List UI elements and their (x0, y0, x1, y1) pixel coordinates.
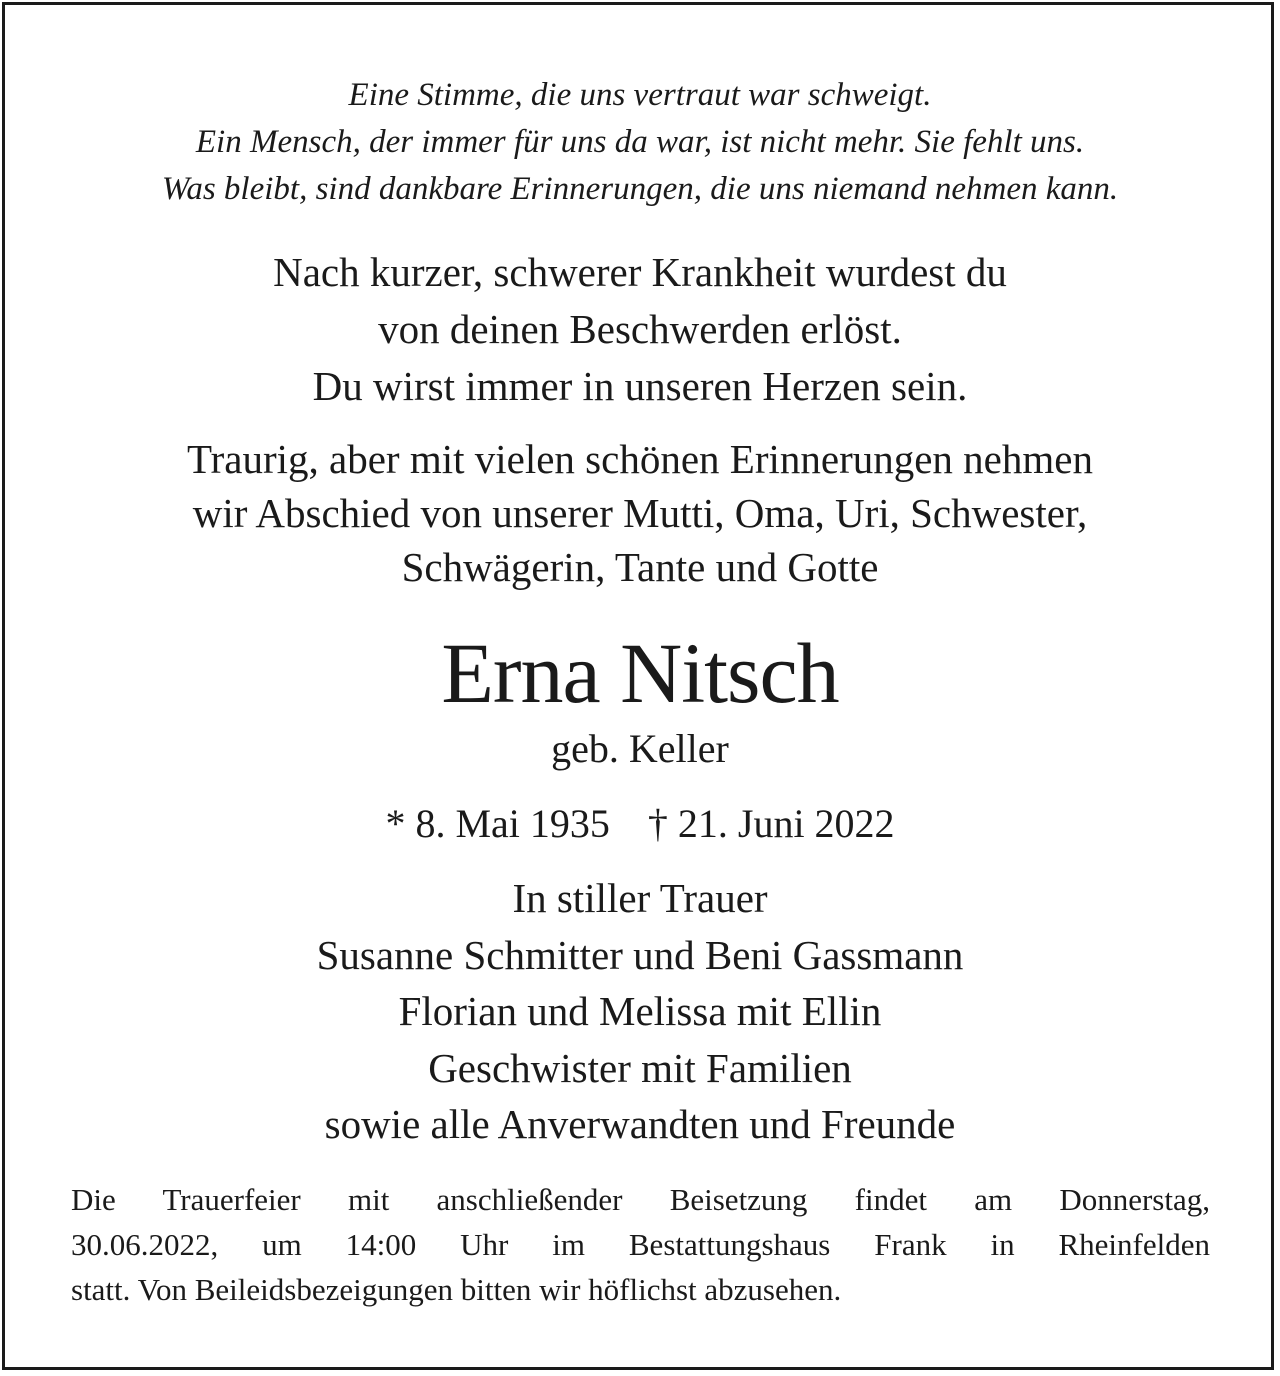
mourner-line: Geschwister mit Familien (428, 1044, 852, 1091)
funeral-notice (71, 1177, 1210, 1312)
mourners-list (0, 870, 1280, 1153)
mourner-line: Florian und Melissa mit Ellin (398, 988, 882, 1034)
farewell-text (0, 432, 1280, 594)
death-date: † 21. Juni 2022 (647, 801, 895, 846)
intro-line: Nach kurzer, schwerer Krankheit wurdest du (273, 249, 1007, 295)
verse-line: Was bleibt, sind dankbare Erinnerungen, die uns niemand nehmen kann. (161, 171, 1119, 207)
notice-line: Die Trauerfeier mit anschließender Beisetzung findet am Donnerstag, (71, 1182, 1210, 1217)
farewell-line: Schwägerin, Tante und Gotte (401, 544, 879, 590)
farewell-line: Traurig, aber mit vielen schönen Erinnerungen nehmen (187, 436, 1093, 482)
deceased-name: Erna Nitsch (441, 625, 839, 721)
mourner-line: Susanne Schmitter und Beni Gassmann (316, 931, 964, 978)
mourner-line: sowie alle Anverwandten und Freunde (324, 1101, 956, 1147)
maiden-name: geb. Keller (551, 726, 729, 771)
intro-text (0, 244, 1280, 415)
memorial-verse (0, 72, 1280, 213)
intro-line: von deinen Beschwerden erlöst. (378, 306, 902, 352)
verse-line: Ein Mensch, der immer für uns da war, ist nicht mehr. Sie fehlt uns. (195, 124, 1085, 160)
birth-date: * 8. Mai 1935 (385, 801, 610, 846)
intro-line: Du wirst immer in unseren Herzen sein. (312, 363, 968, 409)
life-dates (0, 796, 1280, 852)
mourners-heading: In stiller Trauer (512, 875, 768, 921)
farewell-line: wir Abschied von unserer Mutti, Oma, Uri, Schwester, (192, 490, 1088, 536)
notice-line: 30.06.2022, um 14:00 Uhr im Bestattungshaus Frank in Rheinfelden (71, 1227, 1210, 1262)
verse-line: Eine Stimme, die uns vertraut war schweigt. (348, 77, 932, 113)
notice-line: statt. Von Beileidsbezeigungen bitten wir höflichst abzusehen. (71, 1272, 842, 1307)
